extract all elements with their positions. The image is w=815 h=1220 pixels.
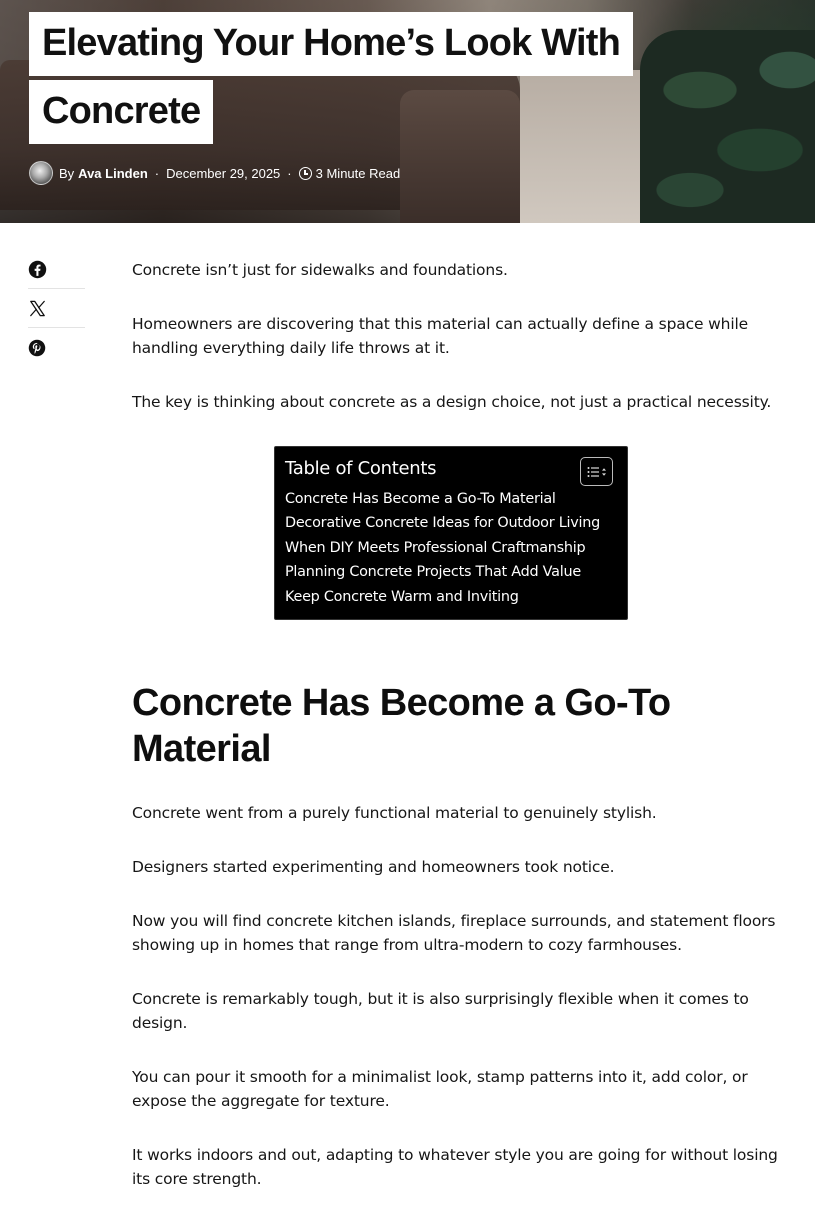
share-facebook-button[interactable] [28, 250, 85, 289]
clock-icon [299, 167, 312, 180]
toc-title: Table of Contents [285, 458, 437, 479]
article-title [29, 12, 633, 144]
article-byline [29, 161, 400, 185]
author-avatar[interactable] [29, 161, 53, 185]
section-paragraph: It works indoors and out, adapting to whatever style you are going for without losing its core strength. [132, 1146, 778, 1188]
section-paragraph: Designers started experimenting and homeowners took notice. [132, 858, 615, 876]
section-paragraph: Concrete went from a purely functional material to genuinely stylish. [132, 804, 657, 822]
byline-separator: · [154, 165, 160, 181]
intro-paragraph: The key is thinking about concrete as a design choice, not just a practical necessity. [132, 393, 772, 411]
toc-link[interactable]: Decorative Concrete Ideas for Outdoor Living [285, 515, 600, 532]
table-of-contents [274, 446, 628, 620]
toc-link[interactable]: Keep Concrete Warm and Inviting [285, 588, 519, 605]
article-title-line-1: Elevating Your Home’s Look With [29, 12, 633, 76]
share-bar [28, 250, 85, 367]
toc-toggle-button[interactable] [580, 457, 613, 486]
author-link[interactable]: Ava Linden [78, 165, 148, 181]
byline-separator: · [287, 165, 292, 181]
article-intro [132, 258, 782, 444]
hero-plant-shape [640, 30, 815, 223]
facebook-icon [28, 260, 47, 279]
share-pinterest-button[interactable] [28, 328, 85, 367]
intro-paragraph: Concrete isn’t just for sidewalks and foundations. [132, 261, 508, 279]
article-title-line-2: Concrete [29, 80, 213, 144]
toc-link[interactable]: Planning Concrete Projects That Add Value [285, 564, 581, 581]
pinterest-icon [28, 339, 46, 357]
read-time: 3 Minute Read [315, 165, 401, 181]
list-toggle-icon [587, 466, 607, 478]
section-paragraph: You can pour it smooth for a minimalist look, stamp patterns into it, add color, or expose the aggregate for texture. [132, 1068, 748, 1110]
hero-image [0, 0, 815, 223]
publish-date: December 29, 2025 [166, 165, 281, 181]
x-icon [28, 299, 47, 318]
toc-link[interactable]: Concrete Has Become a Go-To Material [285, 491, 556, 507]
toc-link[interactable]: When DIY Meets Professional Craftmanship [285, 539, 586, 556]
share-x-button[interactable] [28, 289, 85, 328]
section-paragraph: Concrete is remarkably tough, but it is also surprisingly flexible when it comes to design. [132, 990, 749, 1032]
section-heading: Concrete Has Become a Go-To Material [132, 682, 671, 770]
section-paragraph: Now you will find concrete kitchen islands, fireplace surrounds, and statement floors showing up in homes that range from ultra-modern to cozy farmhouses. [132, 912, 776, 954]
section-body [132, 801, 782, 1220]
toc-list [285, 487, 617, 609]
byline-prefix: By [59, 165, 75, 181]
intro-paragraph: Homeowners are discovering that this material can actually define a space while handling everything daily life throws at it. [132, 315, 749, 357]
